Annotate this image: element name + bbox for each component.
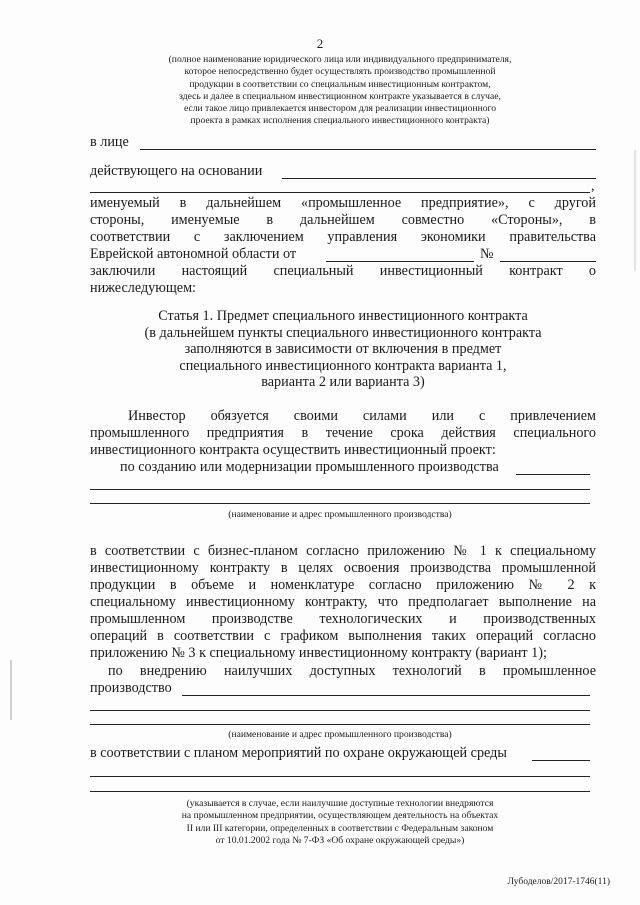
intro-line: стороны, именуемые в дальнейшем совместно «Стороны», в <box>90 212 596 228</box>
page-number: 2 <box>316 36 324 51</box>
caption-production: (наименование и адрес промышленного производства) <box>228 509 452 520</box>
concluded-line: нижеследующем: <box>90 280 196 296</box>
investor-line: инвестиционного контракта осуществить инвестиционный проект: <box>90 442 496 458</box>
scan-edge-mark <box>10 660 12 720</box>
best-tech-line: производство <box>90 680 172 696</box>
business-plan-line: продукции в объеме и номенклатуре согласно приложению № 2 к <box>90 577 596 593</box>
business-plan-line: в соответствии с бизнес-планом согласно приложению № 1 к специальному <box>90 543 596 559</box>
footnote-line: II или III категории, определенных в соответствии с Федеральным законом <box>186 822 494 834</box>
intro-line: именуемый в дальнейшем «промышленное предприятие», с другой <box>90 195 596 211</box>
header-note-line: здесь и далее в специальном инвестиционном контракте указывается в случае, <box>179 90 501 102</box>
scan-edge-mark <box>634 150 636 270</box>
business-plan-line: специальному инвестиционному контракту, что предполагает выполнение на <box>90 594 596 610</box>
fill-line <box>90 710 590 711</box>
article-line: заполняются в зависимости от включения в предмет <box>184 341 502 358</box>
comma-mark: , <box>591 178 595 194</box>
header-note <box>140 54 540 128</box>
acting-basis-label: действующего на основании <box>90 163 263 179</box>
creation-line: по созданию или модернизации промышленного производства <box>120 459 499 475</box>
business-plan-line: инвестиционному контракту в целях освоения производства промышленной <box>90 560 596 576</box>
business-plan-line: приложению № 3 к специальному инвестиционному контракту (вариант 1); <box>90 645 547 661</box>
caption-production: (наименование и адрес промышленного производства) <box>228 729 452 740</box>
article-heading <box>90 308 596 391</box>
header-note-line: которое непосредственно будет осуществлять производство промышленной <box>184 66 496 78</box>
footnote-line: на промышленном предприятии, осуществляющем деятельность на объектах <box>181 810 499 822</box>
date-fill-line <box>326 261 474 262</box>
article-line: варианта 2 или варианта 3) <box>261 374 425 391</box>
footnote-line: (указывается в случае, если наилучшие доступные технологии внедряются <box>186 798 494 809</box>
header-note-line: продукции в соответствии со специальным инвестиционным контрактом, <box>189 78 491 90</box>
footnote-line: от 10.01.2002 года № 7-ФЗ «Об охране окружающей среды») <box>215 834 465 846</box>
fill-line <box>532 760 590 761</box>
article-line: (в дальнейшем пункты специального инвестиционного контракта <box>144 324 542 341</box>
fill-line <box>182 695 590 696</box>
concluded-line: заключили настоящий специальный инвестиционный контракт о <box>90 263 596 279</box>
fill-line <box>90 791 590 792</box>
environment-line: в соответствии с планом мероприятий по охране окружающей среды <box>90 745 507 761</box>
footer-code: Лубоделов/2017-1746(11) <box>507 877 610 887</box>
article-line: специального инвестиционного контракта варианта 1, <box>179 357 507 374</box>
number-fill-line <box>500 261 596 262</box>
investor-line: Инвестор обязуется своими силами или с привлечением <box>128 408 596 424</box>
best-tech-line: по внедрению наилучших доступных технологий в промышленное <box>108 663 596 679</box>
fill-line <box>282 178 596 179</box>
in-person-label: в лице <box>90 134 129 150</box>
header-note-line: проекта в рамках исполнения специального инвестиционного контракта) <box>190 115 490 127</box>
article-line: Статья 1. Предмет специального инвестиционного контракта <box>158 308 528 324</box>
header-note-line: (полное наименование юридического лица или индивидуального предпринимателя, <box>168 54 512 65</box>
intro-line: соответствии с заключением управления экономики правительства <box>90 229 596 245</box>
number-sign: № <box>480 246 494 262</box>
region-line-text: Еврейской автономной области от <box>90 246 297 262</box>
footnote <box>120 798 560 847</box>
fill-line <box>516 474 590 475</box>
header-note-line: если такое лицо привлекается инвестором для реализации инвестиционного <box>183 103 497 115</box>
business-plan-line: операций в соответствии с графиком выполнения таких операций согласно <box>90 628 596 644</box>
fill-line <box>90 724 590 725</box>
fill-line <box>90 192 590 193</box>
fill-line <box>90 489 590 490</box>
investor-line: промышленного предприятия в течение срока действия специального <box>90 425 596 441</box>
fill-line <box>90 776 590 777</box>
fill-line <box>90 503 590 504</box>
business-plan-line: промышленном производстве технологических и производственных <box>90 611 596 627</box>
fill-line <box>140 149 596 150</box>
